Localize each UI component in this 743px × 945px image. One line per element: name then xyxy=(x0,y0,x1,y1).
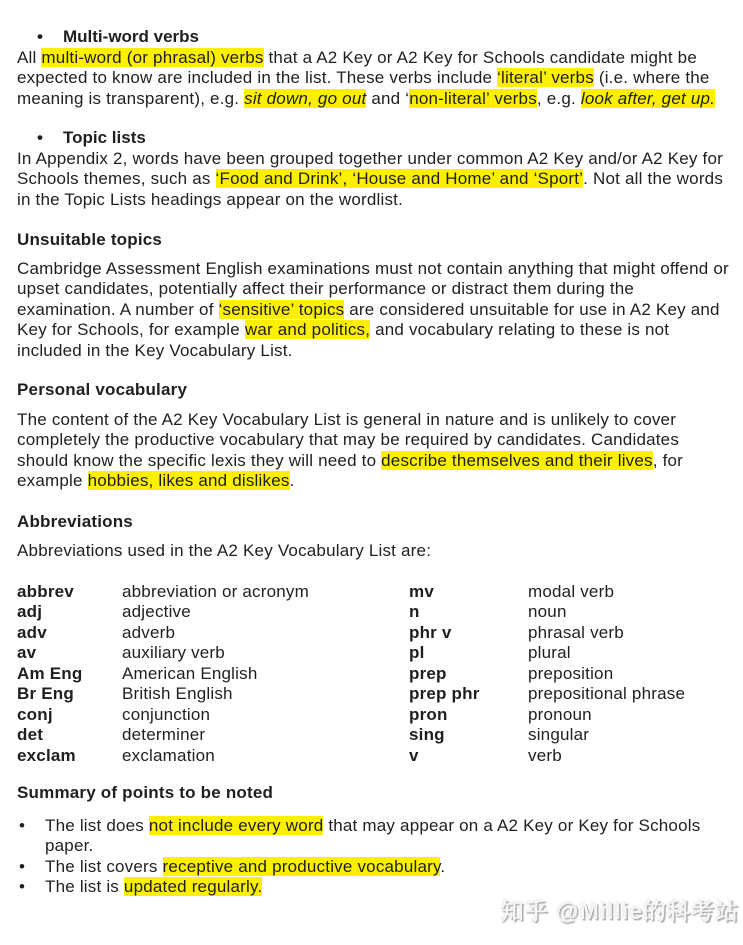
text-segment: (i.e. where the meaning is transparent), e.g. xyxy=(17,68,710,108)
abbr-term: conj xyxy=(17,704,53,724)
bullet-icon: • xyxy=(37,128,43,147)
paragraph-multi-word-verbs xyxy=(17,48,731,110)
text-segment: and ‘ xyxy=(366,88,410,108)
abbr-definition: abbreviation or acronym xyxy=(122,581,309,601)
highlighted-text: non-literal’ verbs xyxy=(409,88,537,108)
abbr-term: phr v xyxy=(409,622,452,642)
abbr-definition: preposition xyxy=(528,663,614,683)
bullet-icon: • xyxy=(19,877,26,896)
abbr-definition: American English xyxy=(122,663,258,683)
highlighted-text: hobbies, likes and dislikes xyxy=(87,471,290,490)
abbr-term: av xyxy=(17,643,37,662)
highlighted-text: ‘literal’ verbs xyxy=(497,68,594,87)
text-segment: and vocabulary relating to these is not included in the Key Vocabulary List. xyxy=(17,320,670,360)
text-segment: The list does xyxy=(45,815,149,835)
abbr-definition: determiner xyxy=(122,725,206,744)
highlighted-text: sit down, go out xyxy=(244,88,367,108)
abbr-term: abbrev xyxy=(17,581,74,601)
text-segment: that a A2 Key or A2 Key for Schools candidate might be expected to know are included in the list. These verbs include xyxy=(17,47,697,87)
text-segment: The list covers xyxy=(45,856,163,876)
bullet-icon: • xyxy=(19,856,26,876)
abbr-term: n xyxy=(409,602,420,621)
abbr-definition: adverb xyxy=(122,622,176,642)
abbr-term: Br Eng xyxy=(17,684,74,703)
paragraph-personal-vocabulary xyxy=(17,410,731,492)
heading-summary: Summary of points to be noted xyxy=(17,783,274,802)
heading-multi-word-verbs: Multi-word verbs xyxy=(63,27,200,46)
abbr-definition: pronoun xyxy=(528,704,592,724)
abbr-term: prep xyxy=(409,663,447,683)
summary-item-text xyxy=(45,877,262,896)
abbr-definition: prepositional phrase xyxy=(528,684,686,703)
summary-item-text xyxy=(45,816,700,856)
abbr-term: sing xyxy=(409,725,445,744)
abbr-term: pl xyxy=(409,643,425,662)
abbr-term: mv xyxy=(409,581,434,601)
text-segment: , for example xyxy=(17,450,684,490)
text-segment: . Not all the words in the Topic Lists headings appear on the wordlist. xyxy=(17,169,724,209)
abbr-term: pron xyxy=(409,704,448,724)
summary-item xyxy=(17,857,731,878)
abbr-definition: phrasal verb xyxy=(528,622,624,642)
highlighted-text: multi-word (or phrasal) verbs xyxy=(41,47,264,67)
highlighted-text: receptive and productive vocabulary xyxy=(162,856,441,876)
heading-topic-lists: Topic lists xyxy=(63,128,146,147)
paragraph-unsuitable-topics xyxy=(17,259,731,362)
summary-list xyxy=(17,816,731,898)
abbr-definition: adjective xyxy=(122,602,191,621)
highlighted-text: updated regularly. xyxy=(123,877,263,896)
bullet-icon: • xyxy=(19,815,26,835)
document-page xyxy=(0,27,743,945)
summary-item xyxy=(17,816,731,857)
abbr-term: prep phr xyxy=(409,684,480,703)
bullet-heading-topic-lists xyxy=(37,128,731,149)
abbr-term: adj xyxy=(17,602,43,621)
highlighted-text: not include every word xyxy=(148,815,324,835)
text-segment: . xyxy=(289,471,295,490)
text-segment: The list is xyxy=(45,877,124,896)
bullet-icon: • xyxy=(37,27,43,46)
abbr-definition: exclamation xyxy=(122,745,215,765)
summary-item-text xyxy=(45,857,445,876)
abbr-definition: singular xyxy=(528,725,590,744)
abbr-term: v xyxy=(409,745,419,765)
abbr-definition: conjunction xyxy=(122,704,211,724)
highlighted-text: describe themselves and their lives xyxy=(381,450,653,470)
heading-unsuitable-topics: Unsuitable topics xyxy=(17,230,163,249)
text-segment: are considered unsuitable for use in A2 Key and Key for Schools, for example xyxy=(17,299,720,339)
paragraph-abbreviations-intro: Abbreviations used in the A2 Key Vocabulary List are: xyxy=(17,541,432,560)
text-segment: , e.g. xyxy=(536,88,581,108)
heading-personal-vocabulary: Personal vocabulary xyxy=(17,380,188,399)
paragraph-topic-lists xyxy=(17,149,731,211)
zhihu-watermark: 知乎 @Millie的科考站 xyxy=(500,898,739,924)
abbr-definition: noun xyxy=(528,602,567,621)
heading-abbreviations: Abbreviations xyxy=(17,511,133,531)
abbr-term: det xyxy=(17,725,44,744)
abbr-term: exclam xyxy=(17,745,76,765)
abbr-definition: British English xyxy=(122,684,233,703)
bullet-heading-multi-word-verbs xyxy=(37,27,731,48)
abbr-definition: verb xyxy=(528,745,562,765)
text-segment: that may appear on a A2 Key or Key for Schools paper. xyxy=(45,815,701,855)
text-segment: . xyxy=(440,856,446,876)
abbr-term: adv xyxy=(17,622,47,642)
highlighted-text: ‘sensitive’ topics xyxy=(218,299,345,319)
text-segment: The content of the A2 Key Vocabulary List is general in nature and is unlikely to cover completely the productive vocabulary that may be required by candidates. Candidates should know the specific lexis they will need to xyxy=(17,409,680,470)
highlighted-text: look after, get up. xyxy=(580,88,716,108)
abbreviations-table xyxy=(17,582,731,767)
abbr-definition: modal verb xyxy=(528,581,615,601)
highlighted-text: ‘Food and Drink’, ‘House and Home’ and ‘Sport’ xyxy=(215,169,584,188)
abbr-term: Am Eng xyxy=(17,663,83,683)
abbr-definition: auxiliary verb xyxy=(122,643,225,662)
highlighted-text: war and politics, xyxy=(244,320,371,339)
abbr-definition: plural xyxy=(528,643,571,662)
text-segment: In Appendix 2, words have been grouped together under common A2 Key and/or A2 Key for Schools themes, such as xyxy=(17,148,723,188)
text-segment: All xyxy=(17,47,42,67)
text-segment: Cambridge Assessment English examinations must not contain anything that might offend or upset candidates, potentially affect their performance or distract them during the examination. A number of xyxy=(17,258,729,319)
